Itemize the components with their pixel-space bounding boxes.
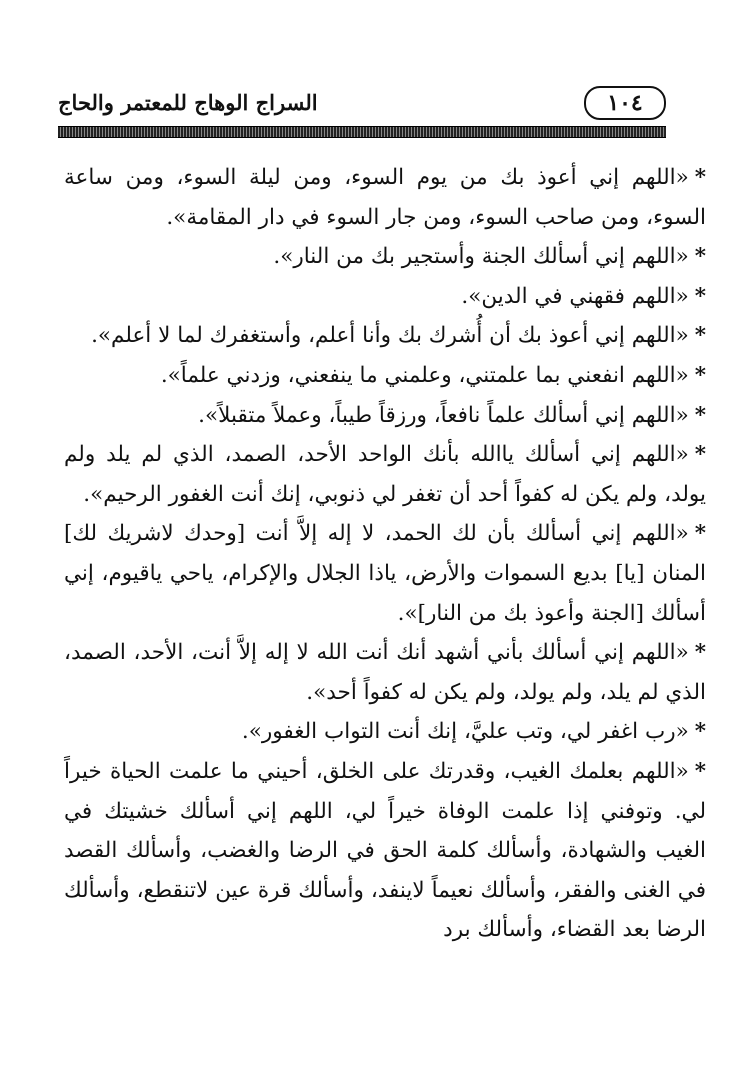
text-body	[64, 158, 706, 950]
page-header	[58, 84, 666, 124]
book-title: السراج الوهاج للمعتمر والحاج	[58, 90, 318, 115]
asterisk-bullet-icon: *	[694, 323, 706, 349]
asterisk-bullet-icon: *	[694, 283, 706, 309]
asterisk-bullet-icon: *	[694, 362, 706, 388]
asterisk-bullet-icon: *	[694, 442, 706, 468]
supplication-paragraph	[64, 396, 706, 436]
supplication-paragraph	[64, 277, 706, 317]
supplication-paragraph	[64, 158, 706, 237]
supplication-paragraph	[64, 633, 706, 712]
paragraph-text: «اللهم فقهني في الدين».	[461, 283, 689, 309]
paragraph-text: «اللهم بعلمك الغيب، وقدرتك على الخلق، أحيني ما علمت الحياة خيراً لي. وتوفني إذا علمت الوفاة خيراً لي، اللهم إني أسألك خشيتك في الغيب والشهادة، وأسألك كلمة الحق في الرضا والغضب، وأسألك القصد في الغنى والفقر، وأسألك نعيماً لاينفد، وأسألك قرة عين لاتنقطع، وأسألك الرضا بعد القضاء، وأسألك برد	[64, 758, 706, 943]
header-divider	[58, 126, 666, 138]
paragraph-text: «رب اغفر لي، وتب عليَّ، إنك أنت التواب الغفور».	[241, 719, 689, 745]
supplication-paragraph	[64, 435, 706, 514]
asterisk-bullet-icon: *	[694, 165, 706, 190]
asterisk-bullet-icon: *	[694, 719, 706, 745]
asterisk-bullet-icon: *	[694, 758, 706, 784]
supplication-paragraph	[64, 752, 706, 950]
paragraph-text: «اللهم إني أعوذ بك من يوم السوء، ومن ليلة السوء، ومن ساعة السوء، ومن صاحب السوء، ومن جار السوء في دار المقامة».	[64, 165, 706, 230]
paragraph-text: «اللهم إني أسألك الجنة وأستجير بك من النار».	[273, 244, 689, 270]
supplication-paragraph	[64, 316, 706, 356]
paragraph-text: «اللهم انفعني بما علمتني، وعلمني ما ينفعني، وزدني علماً».	[160, 362, 689, 388]
paragraph-text: «اللهم إني أعوذ بك أن أُشرك بك وأنا أعلم، وأستغفرك لما لا أعلم».	[91, 323, 689, 349]
paragraph-text: «اللهم إني أسألك ياالله بأنك الواحد الأحد، الصمد، الذي لم يلد ولم يولد، ولم يكن له كفواً أحد أن تغفر لي ذنوبي، إنك أنت الغفور الرحيم».	[64, 442, 706, 507]
paragraph-text: «اللهم إني أسألك بأن لك الحمد، لا إله إلاَّ أنت [وحدك لاشريك لك] المنان [يا] بديع السموات والأرض، ياذا الجلال والإكرام، ياحي ياقيوم، إني أسألك [الجنة وأعوذ بك من النار]».	[64, 521, 706, 626]
paragraph-text: «اللهم إني أسألك بأني أشهد أنك أنت الله لا إله إلاَّ أنت، الأحد، الصمد، الذي لم يلد، ولم يولد، ولم يكن له كفواً أحد».	[64, 640, 706, 705]
paragraph-text: «اللهم إني أسألك علماً نافعاً، ورزقاً طيباً، وعملاً متقبلاً».	[198, 402, 689, 428]
supplication-paragraph	[64, 237, 706, 277]
supplication-paragraph	[64, 356, 706, 396]
asterisk-bullet-icon: *	[694, 244, 706, 270]
supplication-paragraph	[64, 514, 706, 633]
asterisk-bullet-icon: *	[694, 402, 706, 428]
asterisk-bullet-icon: *	[694, 640, 706, 666]
asterisk-bullet-icon: *	[694, 521, 706, 547]
page-number: ١٠٤	[584, 86, 666, 120]
supplication-paragraph	[64, 712, 706, 752]
